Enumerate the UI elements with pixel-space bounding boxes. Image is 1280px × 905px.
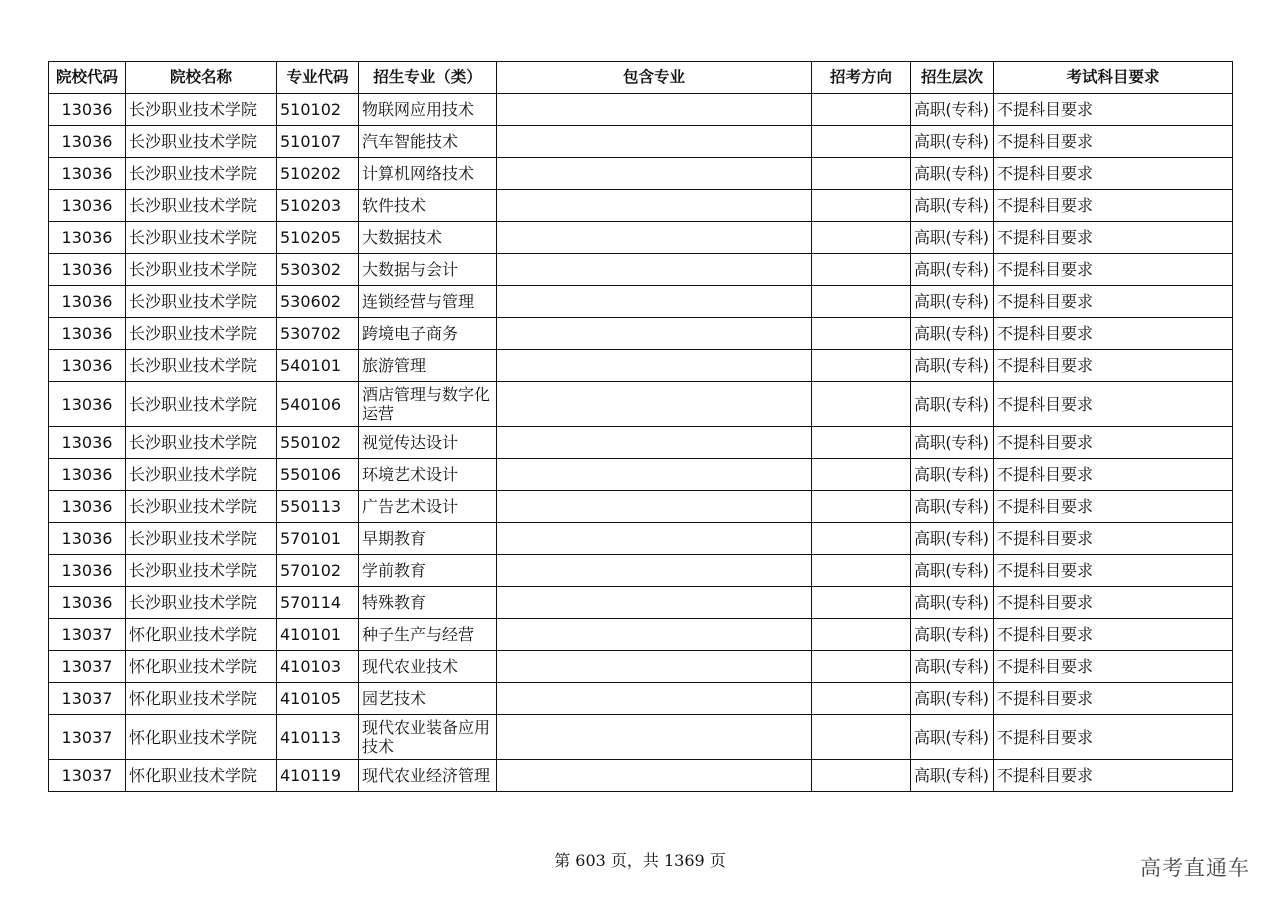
cell-major-code: 510205 — [277, 222, 359, 254]
cell-included-majors — [497, 523, 812, 555]
cell-subject-requirement: 不提科目要求 — [994, 459, 1233, 491]
cell-school-code: 13037 — [49, 760, 126, 792]
cell-subject-requirement: 不提科目要求 — [994, 715, 1233, 760]
cell-included-majors — [497, 651, 812, 683]
cell-level: 高职(专科) — [911, 683, 994, 715]
cell-school-name: 长沙职业技术学院 — [126, 382, 277, 427]
cell-direction — [812, 126, 911, 158]
cell-level: 高职(专科) — [911, 459, 994, 491]
cell-major: 种子生产与经营 — [359, 619, 497, 651]
cell-major-code: 550106 — [277, 459, 359, 491]
table-row — [49, 286, 1233, 318]
cell-included-majors — [497, 254, 812, 286]
cell-school-name: 长沙职业技术学院 — [126, 491, 277, 523]
page-number: 第 603 页，共 1369 页 — [554, 851, 726, 870]
cell-subject-requirement: 不提科目要求 — [994, 286, 1233, 318]
cell-major-code: 570114 — [277, 587, 359, 619]
cell-subject-requirement: 不提科目要求 — [994, 126, 1233, 158]
cell-major-code: 410101 — [277, 619, 359, 651]
cell-direction — [812, 382, 911, 427]
table-row — [49, 715, 1233, 760]
cell-subject-requirement: 不提科目要求 — [994, 382, 1233, 427]
cell-school-code: 13036 — [49, 459, 126, 491]
cell-major: 跨境电子商务 — [359, 318, 497, 350]
cell-included-majors — [497, 683, 812, 715]
cell-level: 高职(专科) — [911, 158, 994, 190]
table-row — [49, 427, 1233, 459]
cell-subject-requirement: 不提科目要求 — [994, 158, 1233, 190]
cell-direction — [812, 587, 911, 619]
cell-major-code: 410119 — [277, 760, 359, 792]
cell-direction — [812, 651, 911, 683]
cell-subject-requirement: 不提科目要求 — [994, 427, 1233, 459]
cell-major-code: 530302 — [277, 254, 359, 286]
cell-included-majors — [497, 382, 812, 427]
cell-major: 现代农业经济管理 — [359, 760, 497, 792]
cell-school-name: 长沙职业技术学院 — [126, 318, 277, 350]
table-row — [49, 158, 1233, 190]
table-row — [49, 619, 1233, 651]
cell-included-majors — [497, 760, 812, 792]
cell-included-majors — [497, 715, 812, 760]
cell-major: 园艺技术 — [359, 683, 497, 715]
cell-school-name: 长沙职业技术学院 — [126, 427, 277, 459]
cell-direction — [812, 760, 911, 792]
cell-school-code: 13036 — [49, 126, 126, 158]
cell-major-code: 570102 — [277, 555, 359, 587]
cell-level: 高职(专科) — [911, 523, 994, 555]
cell-school-code: 13036 — [49, 286, 126, 318]
cell-school-name: 长沙职业技术学院 — [126, 158, 277, 190]
cell-major-code: 510203 — [277, 190, 359, 222]
cell-level: 高职(专科) — [911, 651, 994, 683]
cell-level: 高职(专科) — [911, 318, 994, 350]
header-school-name: 院校名称 — [126, 62, 277, 94]
cell-direction — [812, 523, 911, 555]
cell-major: 大数据技术 — [359, 222, 497, 254]
cell-included-majors — [497, 94, 812, 126]
cell-included-majors — [497, 286, 812, 318]
cell-school-code: 13036 — [49, 318, 126, 350]
table-row — [49, 491, 1233, 523]
cell-major-code: 530702 — [277, 318, 359, 350]
header-included-majors: 包含专业 — [497, 62, 812, 94]
cell-major: 大数据与会计 — [359, 254, 497, 286]
cell-major: 酒店管理与数字化运营 — [359, 382, 497, 427]
cell-school-name: 长沙职业技术学院 — [126, 254, 277, 286]
cell-school-name: 怀化职业技术学院 — [126, 651, 277, 683]
cell-included-majors — [497, 126, 812, 158]
cell-major: 早期教育 — [359, 523, 497, 555]
cell-direction — [812, 350, 911, 382]
cell-direction — [812, 683, 911, 715]
cell-major: 软件技术 — [359, 190, 497, 222]
cell-direction — [812, 190, 911, 222]
cell-school-name: 怀化职业技术学院 — [126, 715, 277, 760]
cell-included-majors — [497, 619, 812, 651]
cell-school-name: 长沙职业技术学院 — [126, 523, 277, 555]
table-row — [49, 760, 1233, 792]
table-row — [49, 318, 1233, 350]
cell-subject-requirement: 不提科目要求 — [994, 523, 1233, 555]
cell-school-code: 13037 — [49, 619, 126, 651]
table-header-row — [49, 62, 1233, 94]
cell-major-code: 410105 — [277, 683, 359, 715]
cell-major-code: 540106 — [277, 382, 359, 427]
cell-major-code: 510102 — [277, 94, 359, 126]
cell-school-name: 怀化职业技术学院 — [126, 760, 277, 792]
cell-school-name: 长沙职业技术学院 — [126, 555, 277, 587]
cell-major-code: 570101 — [277, 523, 359, 555]
cell-subject-requirement: 不提科目要求 — [994, 587, 1233, 619]
cell-school-code: 13036 — [49, 555, 126, 587]
cell-school-name: 长沙职业技术学院 — [126, 222, 277, 254]
cell-major: 视觉传达设计 — [359, 427, 497, 459]
cell-included-majors — [497, 555, 812, 587]
cell-direction — [812, 254, 911, 286]
cell-major-code: 510107 — [277, 126, 359, 158]
cell-level: 高职(专科) — [911, 619, 994, 651]
cell-major: 现代农业技术 — [359, 651, 497, 683]
cell-school-name: 长沙职业技术学院 — [126, 459, 277, 491]
cell-level: 高职(专科) — [911, 760, 994, 792]
cell-subject-requirement: 不提科目要求 — [994, 683, 1233, 715]
cell-major: 物联网应用技术 — [359, 94, 497, 126]
cell-included-majors — [497, 427, 812, 459]
cell-school-code: 13036 — [49, 190, 126, 222]
cell-school-name: 怀化职业技术学院 — [126, 683, 277, 715]
cell-subject-requirement: 不提科目要求 — [994, 760, 1233, 792]
cell-level: 高职(专科) — [911, 94, 994, 126]
admissions-table — [48, 61, 1233, 792]
cell-major: 计算机网络技术 — [359, 158, 497, 190]
header-major: 招生专业（类） — [359, 62, 497, 94]
cell-subject-requirement: 不提科目要求 — [994, 94, 1233, 126]
cell-major-code: 550113 — [277, 491, 359, 523]
table-row — [49, 350, 1233, 382]
cell-level: 高职(专科) — [911, 254, 994, 286]
cell-level: 高职(专科) — [911, 286, 994, 318]
cell-included-majors — [497, 587, 812, 619]
cell-level: 高职(专科) — [911, 190, 994, 222]
cell-school-name: 长沙职业技术学院 — [126, 587, 277, 619]
cell-major: 学前教育 — [359, 555, 497, 587]
cell-school-name: 长沙职业技术学院 — [126, 350, 277, 382]
table-row — [49, 523, 1233, 555]
cell-school-code: 13036 — [49, 254, 126, 286]
cell-direction — [812, 619, 911, 651]
watermark-logo-text: 高考直通车 — [1140, 856, 1250, 880]
cell-subject-requirement: 不提科目要求 — [994, 254, 1233, 286]
cell-subject-requirement: 不提科目要求 — [994, 651, 1233, 683]
cell-level: 高职(专科) — [911, 715, 994, 760]
cell-level: 高职(专科) — [911, 587, 994, 619]
table-row — [49, 555, 1233, 587]
cell-level: 高职(专科) — [911, 555, 994, 587]
table-row — [49, 651, 1233, 683]
cell-school-name: 长沙职业技术学院 — [126, 286, 277, 318]
cell-major-code: 410113 — [277, 715, 359, 760]
header-level: 招生层次 — [911, 62, 994, 94]
cell-subject-requirement: 不提科目要求 — [994, 491, 1233, 523]
table-row — [49, 683, 1233, 715]
cell-subject-requirement: 不提科目要求 — [994, 318, 1233, 350]
cell-school-code: 13036 — [49, 94, 126, 126]
cell-school-name: 怀化职业技术学院 — [126, 619, 277, 651]
table-row — [49, 222, 1233, 254]
cell-level: 高职(专科) — [911, 427, 994, 459]
cell-level: 高职(专科) — [911, 126, 994, 158]
cell-direction — [812, 318, 911, 350]
table-row — [49, 94, 1233, 126]
cell-school-code: 13037 — [49, 715, 126, 760]
cell-major-code: 410103 — [277, 651, 359, 683]
cell-level: 高职(专科) — [911, 382, 994, 427]
header-major-code: 专业代码 — [277, 62, 359, 94]
cell-school-code: 13036 — [49, 587, 126, 619]
cell-school-name: 长沙职业技术学院 — [126, 94, 277, 126]
table-row — [49, 587, 1233, 619]
header-direction: 招考方向 — [812, 62, 911, 94]
cell-direction — [812, 459, 911, 491]
table-row — [49, 382, 1233, 427]
cell-school-code: 13036 — [49, 491, 126, 523]
cell-direction — [812, 715, 911, 760]
cell-subject-requirement: 不提科目要求 — [994, 555, 1233, 587]
cell-included-majors — [497, 459, 812, 491]
cell-major: 环境艺术设计 — [359, 459, 497, 491]
cell-major: 广告艺术设计 — [359, 491, 497, 523]
cell-major: 特殊教育 — [359, 587, 497, 619]
cell-direction — [812, 158, 911, 190]
cell-included-majors — [497, 350, 812, 382]
cell-major: 现代农业装备应用技术 — [359, 715, 497, 760]
cell-major-code: 530602 — [277, 286, 359, 318]
cell-level: 高职(专科) — [911, 491, 994, 523]
header-subject-requirement: 考试科目要求 — [994, 62, 1233, 94]
cell-major: 连锁经营与管理 — [359, 286, 497, 318]
cell-subject-requirement: 不提科目要求 — [994, 190, 1233, 222]
cell-major-code: 540101 — [277, 350, 359, 382]
cell-school-code: 13036 — [49, 382, 126, 427]
cell-included-majors — [497, 318, 812, 350]
cell-school-code: 13037 — [49, 651, 126, 683]
cell-school-code: 13036 — [49, 222, 126, 254]
header-school-code: 院校代码 — [49, 62, 126, 94]
cell-direction — [812, 491, 911, 523]
cell-school-name: 长沙职业技术学院 — [126, 126, 277, 158]
table-row — [49, 126, 1233, 158]
cell-included-majors — [497, 158, 812, 190]
cell-major: 汽车智能技术 — [359, 126, 497, 158]
cell-subject-requirement: 不提科目要求 — [994, 350, 1233, 382]
cell-major-code: 510202 — [277, 158, 359, 190]
cell-school-code: 13036 — [49, 350, 126, 382]
cell-direction — [812, 286, 911, 318]
cell-included-majors — [497, 491, 812, 523]
cell-included-majors — [497, 190, 812, 222]
cell-direction — [812, 555, 911, 587]
cell-major: 旅游管理 — [359, 350, 497, 382]
cell-subject-requirement: 不提科目要求 — [994, 619, 1233, 651]
cell-school-code: 13036 — [49, 523, 126, 555]
cell-school-name: 长沙职业技术学院 — [126, 190, 277, 222]
cell-school-code: 13036 — [49, 158, 126, 190]
cell-school-code: 13037 — [49, 683, 126, 715]
cell-direction — [812, 94, 911, 126]
table-row — [49, 459, 1233, 491]
table-row — [49, 254, 1233, 286]
cell-major-code: 550102 — [277, 427, 359, 459]
cell-subject-requirement: 不提科目要求 — [994, 222, 1233, 254]
cell-direction — [812, 427, 911, 459]
cell-school-code: 13036 — [49, 427, 126, 459]
cell-level: 高职(专科) — [911, 222, 994, 254]
table-row — [49, 190, 1233, 222]
cell-direction — [812, 222, 911, 254]
cell-level: 高职(专科) — [911, 350, 994, 382]
cell-included-majors — [497, 222, 812, 254]
